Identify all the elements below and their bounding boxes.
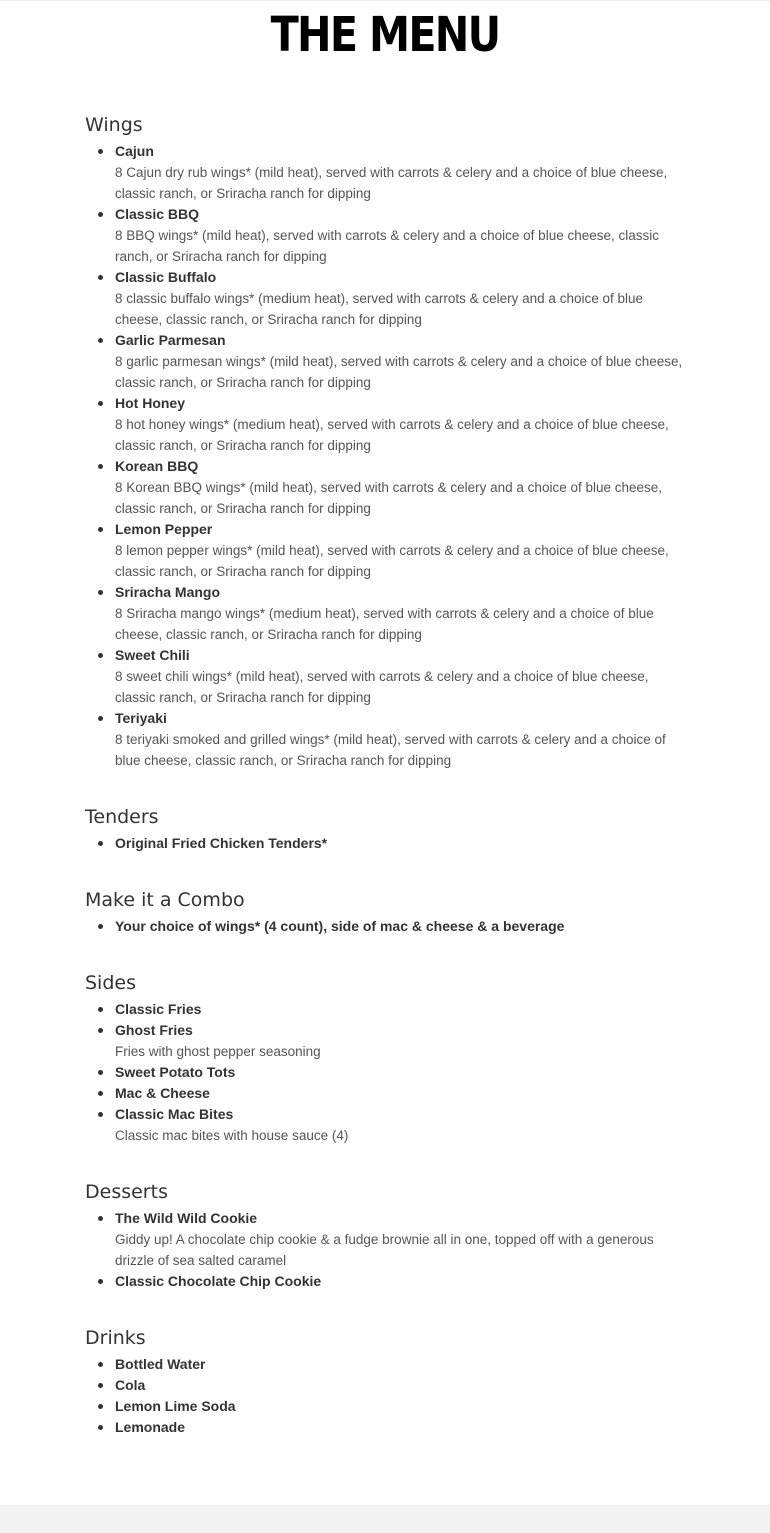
menu-item bbox=[115, 1375, 685, 1396]
menu-item bbox=[115, 999, 685, 1020]
menu-item bbox=[115, 833, 685, 854]
menu-item bbox=[115, 204, 685, 267]
item-name: Your choice of wings* (4 count), side of mac & cheese & a beverage bbox=[115, 918, 565, 934]
section-heading: Sides bbox=[85, 972, 136, 994]
item-description: 8 classic buffalo wings* (medium heat), served with carrots & celery and a choice of blue cheese, classic ranch, or Sriracha ranch for dipping bbox=[115, 291, 644, 327]
menu-section-make-it-a-combo bbox=[85, 885, 685, 937]
menu-section-desserts bbox=[85, 1177, 685, 1292]
item-name: Cola bbox=[115, 1377, 146, 1393]
menu-item bbox=[115, 456, 685, 519]
item-list bbox=[85, 833, 685, 854]
menu-item bbox=[115, 708, 685, 771]
menu-body bbox=[85, 110, 685, 1469]
menu-item bbox=[115, 916, 685, 937]
item-name: Lemon Pepper bbox=[115, 521, 213, 537]
footer-band bbox=[0, 1505, 770, 1533]
menu-item bbox=[115, 1396, 685, 1417]
item-description: 8 garlic parmesan wings* (mild heat), served with carrots & celery and a choice of blue cheese, classic ranch, or Sriracha ranch for dipping bbox=[115, 354, 683, 390]
menu-item bbox=[115, 330, 685, 393]
item-name: Cajun bbox=[115, 143, 154, 159]
item-description: 8 sweet chili wings* (mild heat), served with carrots & celery and a choice of blue cheese, classic ranch, or Sriracha ranch for dipping bbox=[115, 669, 649, 705]
item-description: 8 Korean BBQ wings* (mild heat), served with carrots & celery and a choice of blue cheese, classic ranch, or Sriracha ranch for dipping bbox=[115, 480, 663, 516]
item-description: 8 Cajun dry rub wings* (mild heat), served with carrots & celery and a choice of blue cheese, classic ranch, or Sriracha ranch for dipping bbox=[115, 165, 668, 201]
section-heading: Wings bbox=[85, 114, 143, 136]
section-heading: Drinks bbox=[85, 1327, 146, 1349]
item-name: Ghost Fries bbox=[115, 1022, 193, 1038]
menu-item bbox=[115, 645, 685, 708]
menu-item bbox=[115, 519, 685, 582]
item-list bbox=[85, 1208, 685, 1292]
item-name: Sweet Potato Tots bbox=[115, 1064, 236, 1080]
item-name: Korean BBQ bbox=[115, 458, 199, 474]
menu-item bbox=[115, 1354, 685, 1375]
item-list bbox=[85, 999, 685, 1146]
item-description: 8 hot honey wings* (medium heat), served with carrots & celery and a choice of blue cheese, classic ranch, or Sriracha ranch for dipping bbox=[115, 417, 669, 453]
section-heading: Desserts bbox=[85, 1181, 168, 1203]
top-divider bbox=[0, 0, 770, 1]
item-list bbox=[85, 1354, 685, 1438]
menu-item bbox=[115, 1020, 685, 1062]
page-title: THE MENU bbox=[270, 7, 500, 63]
item-name: Teriyaki bbox=[115, 710, 167, 726]
menu-item bbox=[115, 1062, 685, 1083]
menu-item bbox=[115, 393, 685, 456]
menu-section-drinks bbox=[85, 1323, 685, 1438]
item-name: Hot Honey bbox=[115, 395, 185, 411]
menu-item bbox=[115, 267, 685, 330]
item-name: Classic Chocolate Chip Cookie bbox=[115, 1273, 322, 1289]
menu-item bbox=[115, 1083, 685, 1104]
item-name: Lemon Lime Soda bbox=[115, 1398, 236, 1414]
item-name: Mac & Cheese bbox=[115, 1085, 210, 1101]
item-description: 8 BBQ wings* (mild heat), served with carrots & celery and a choice of blue cheese, classic ranch, or Sriracha ranch for dipping bbox=[115, 228, 659, 264]
menu-item bbox=[115, 1417, 685, 1438]
item-name: Sweet Chili bbox=[115, 647, 190, 663]
item-description: Fries with ghost pepper seasoning bbox=[115, 1044, 321, 1059]
menu-item bbox=[115, 1271, 685, 1292]
item-list bbox=[85, 141, 685, 771]
section-heading: Make it a Combo bbox=[85, 889, 245, 911]
item-name: Sriracha Mango bbox=[115, 584, 221, 600]
item-name: Original Fried Chicken Tenders* bbox=[115, 835, 328, 851]
menu-item bbox=[115, 582, 685, 645]
item-name: Classic Buffalo bbox=[115, 269, 217, 285]
menu-item bbox=[115, 1104, 685, 1146]
item-name: Classic Mac Bites bbox=[115, 1106, 234, 1122]
item-description: Giddy up! A chocolate chip cookie & a fudge brownie all in one, topped off with a generous drizzle of sea salted caramel bbox=[115, 1232, 654, 1268]
item-description: 8 lemon pepper wings* (mild heat), served with carrots & celery and a choice of blue cheese, classic ranch, or Sriracha ranch for dipping bbox=[115, 543, 669, 579]
item-name: Classic Fries bbox=[115, 1001, 202, 1017]
menu-section-wings bbox=[85, 110, 685, 771]
item-name: Classic BBQ bbox=[115, 206, 200, 222]
item-list bbox=[85, 916, 685, 937]
menu-item bbox=[115, 1208, 685, 1271]
menu-section-tenders bbox=[85, 802, 685, 854]
item-name: Bottled Water bbox=[115, 1356, 206, 1372]
section-heading: Tenders bbox=[85, 806, 159, 828]
item-name: The Wild Wild Cookie bbox=[115, 1210, 258, 1226]
menu-section-sides bbox=[85, 968, 685, 1146]
menu-item bbox=[115, 141, 685, 204]
item-description: 8 teriyaki smoked and grilled wings* (mild heat), served with carrots & celery and a choice of blue cheese, classic ranch, or Sriracha ranch for dipping bbox=[115, 732, 666, 768]
item-name: Garlic Parmesan bbox=[115, 332, 226, 348]
item-description: 8 Sriracha mango wings* (medium heat), served with carrots & celery and a choice of blue cheese, classic ranch, or Sriracha ranch for dipping bbox=[115, 606, 654, 642]
item-name: Lemonade bbox=[115, 1419, 186, 1435]
item-description: Classic mac bites with house sauce (4) bbox=[115, 1128, 349, 1143]
